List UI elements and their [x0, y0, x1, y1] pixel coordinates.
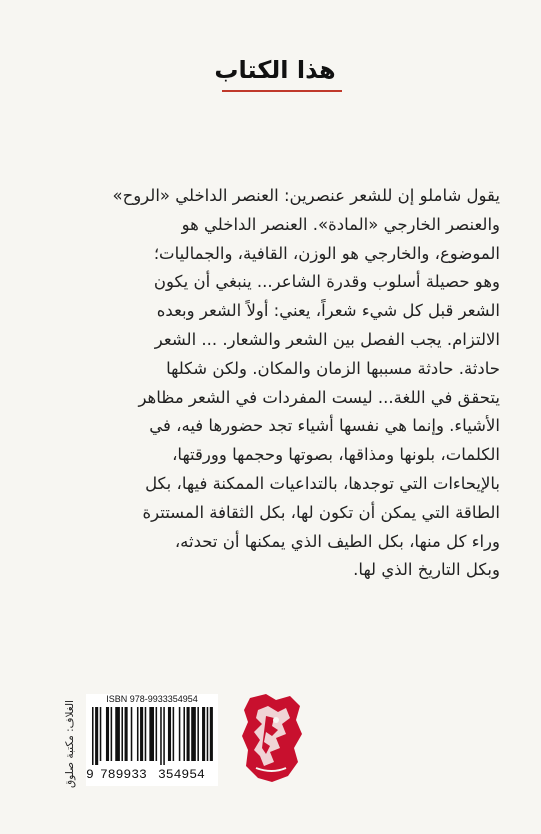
- barcode-bar: [202, 707, 205, 761]
- barcode-bar: [92, 707, 94, 765]
- barcode-bar: [149, 707, 154, 761]
- blurb-text: [72, 182, 500, 585]
- blurb-line: وهو حصيلة أسلوب وقدرة الشاعر... ينبغي أن يكون: [153, 272, 500, 292]
- publisher-logo-icon: [236, 690, 308, 786]
- isbn-label: ISBN 978-9933354954: [106, 694, 198, 704]
- barcode-bar: [191, 707, 196, 761]
- barcode-bar: [207, 707, 209, 761]
- barcode-bar: [210, 707, 213, 761]
- blurb-line: الالتزام. يجب الفصل بين الشعر والشعار. ... الشعر: [154, 329, 500, 349]
- cover-credit: [58, 694, 82, 794]
- barcode-bar: [137, 707, 139, 761]
- blurb-line: حادثة. حادثة مسببها الزمان والمكان. ولكن شكلها: [166, 358, 500, 378]
- barcode-bar: [106, 707, 109, 761]
- blurb-line: الطاقة التي يمكن أن تكون لها، بكل الثقافة المستترة: [142, 502, 500, 522]
- barcode-bar: [183, 707, 185, 761]
- blurb-line: الشعر قبل كل شيء شعراً، يعني: أولاً الشعر وبعده: [156, 301, 500, 321]
- blurb-line: الكلمات، بلونها ومذاقها، بصوتها وحجمها وورقتها،: [172, 445, 500, 465]
- blurb-line: يتحقق في اللغة... ليست المفردات في الشعر مظاهر: [138, 387, 500, 407]
- barcode-bar: [179, 707, 181, 761]
- barcode-bar: [163, 707, 165, 765]
- blurb-line: والعنصر الخارجي «المادة». العنصر الداخلي هو: [181, 214, 500, 234]
- barcode-bar: [160, 707, 162, 765]
- isbn-barcode: [86, 694, 218, 786]
- barcode-bar: [197, 707, 199, 761]
- blurb-line: يقول شاملو إن للشعر عنصرين: العنصر الداخلي «الروح»: [112, 186, 500, 205]
- blurb-line: بالإيحاءات التي توجدها، بالتداعيات الممكنة فيها، بكل: [145, 473, 500, 493]
- barcode-bar: [156, 707, 158, 761]
- blurb-line: وبكل التاريخ الذي لها.: [353, 560, 500, 580]
- barcode-bar: [187, 707, 190, 761]
- barcode-bar: [168, 707, 171, 761]
- cover-credit-text: الغلاف: مكتبة صلوق: [64, 700, 76, 788]
- blurb-line: الأشياء. وإنما هي نفسها أشياء تجد حضورها فيه، في: [149, 416, 500, 436]
- barcode-bar: [131, 707, 133, 761]
- barcode-bar: [115, 707, 120, 761]
- barcode-digits: [86, 767, 218, 783]
- barcode-digits-left: 789933: [100, 767, 147, 782]
- barcode-bar: [111, 707, 113, 761]
- barcode-image: [90, 707, 214, 765]
- blurb-line: الموضوع، والخارجي هو الوزن، القافية، والجماليات؛: [153, 243, 500, 263]
- barcode-bar: [140, 707, 143, 761]
- barcode-bar: [173, 707, 175, 761]
- barcode-digit-lead: 9: [86, 767, 94, 782]
- barcode-bar: [121, 707, 123, 761]
- barcode-bar: [125, 707, 128, 761]
- blurb-line: وراء كل منها، بكل الطيف الذي يمكنها أن تحدثه،: [174, 531, 500, 551]
- barcode-digits-right: 354954: [158, 767, 205, 782]
- barcode-bar: [145, 707, 147, 761]
- heading: هذا الكتاب: [214, 56, 336, 84]
- barcode-bar: [100, 707, 102, 761]
- heading-underline: [222, 90, 342, 92]
- barcode-bar: [95, 707, 98, 765]
